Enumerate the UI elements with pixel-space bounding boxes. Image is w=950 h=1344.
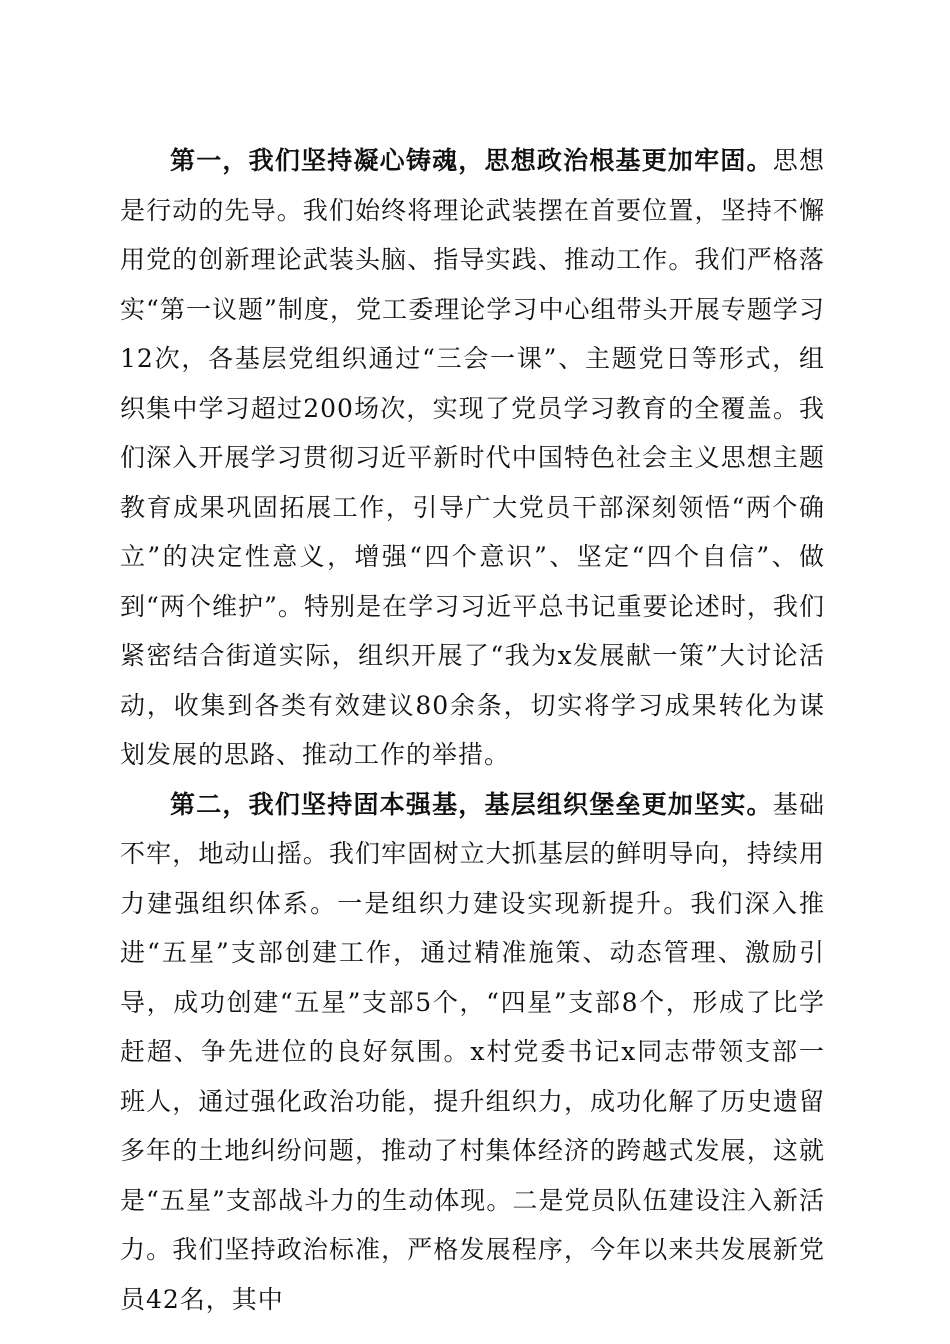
paragraph-1 [120,136,825,780]
paragraph-1-heading: 第一，我们坚持凝心铸魂，思想政治根基更加牢固。 [170,146,773,175]
paragraph-2-body: 基础不牢，地动山摇。我们牢固树立大抓基层的鲜明导向，持续用力建强组织体系。一是组织力建设实现新提升。我们深入推进“五星”支部创建工作，通过精准施策、动态管理、激励引导，成功创建“五星”支部5个，“四星”支部8个，形成了比学赶超、争先进位的良好氛围。x村党委书记x同志带领支部一班人，通过强化政治功能，提升组织力，成功化解了历史遗留多年的土地纠纷问题，推动了村集体经济的跨越式发展，这就是“五星”支部战斗力的生动体现。二是党员队伍建设注入新活力。我们坚持政治标准，严格发展程序，今年以来共发展新党员42名，其中 [120,789,825,1314]
paragraph-2-heading: 第二，我们坚持固本强基，基层组织堡垒更加坚实。 [170,789,773,819]
document-page [120,136,825,1324]
paragraph-2 [120,780,825,1325]
paragraph-1-body: 思想是行动的先导。我们始终将理论武装摆在首要位置，坚持不懈用党的创新理论武装头脑、指导实践、推动工作。我们严格落实“第一议题”制度，党工委理论学习中心组带头开展专题学习12次，各基层党组织通过“三会一课”、主题党日等形式，组织集中学习超过200场次，实现了党员学习教育的全覆盖。我们深入开展学习贯彻习近平新时代中国特色社会主义思想主题教育成果巩固拓展工作，引导广大党员干部深刻领悟“两个确立”的决定性意义，增强“四个意识”、坚定“四个自信”、做到“两个维护”。特别是在学习习近平总书记重要论述时，我们紧密结合街道实际，组织开展了“我为x发展献一策”大讨论活动，收集到各类有效建议80余条，切实将学习成果转化为谋划发展的思路、推动工作的举措。 [120,146,825,769]
